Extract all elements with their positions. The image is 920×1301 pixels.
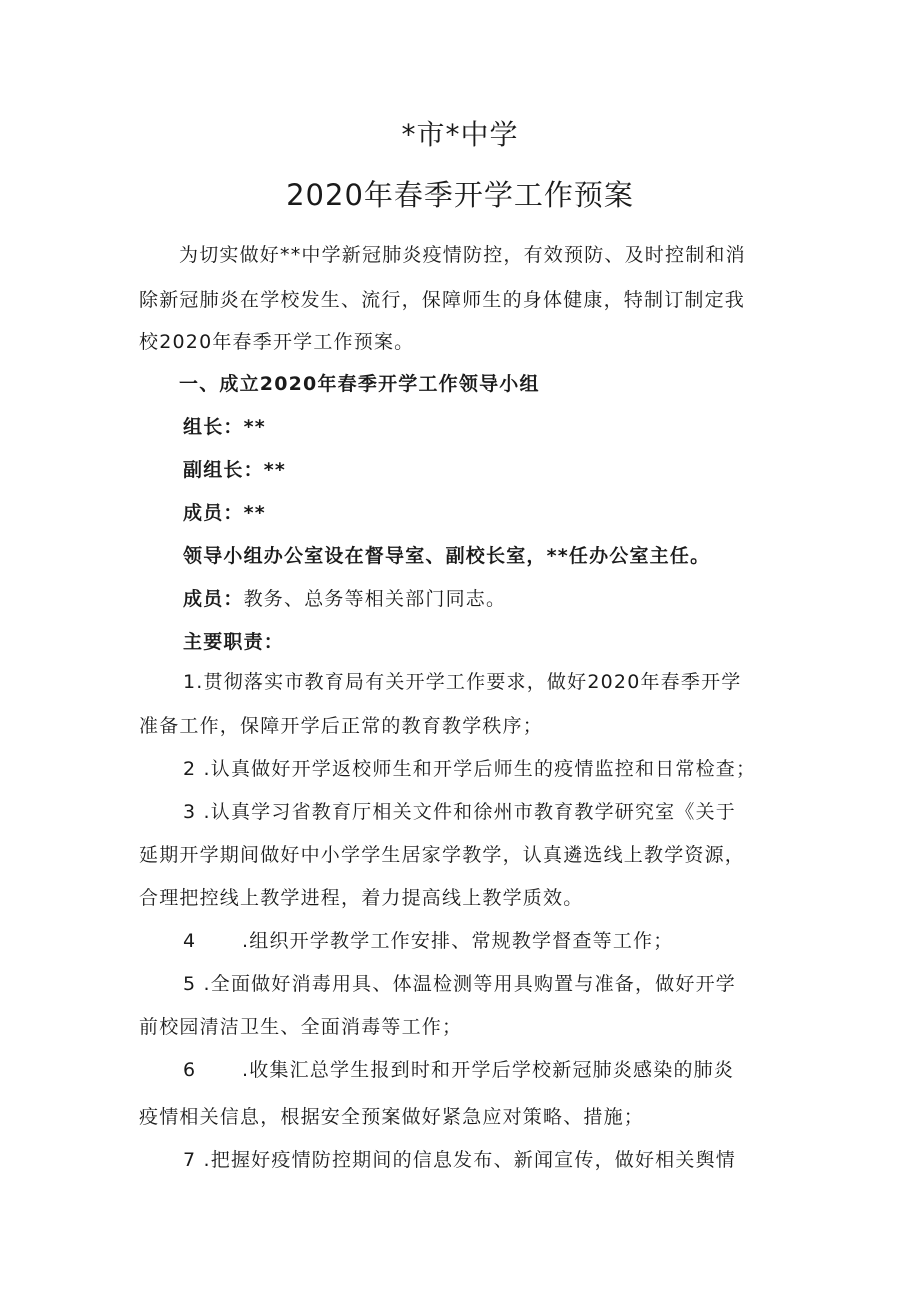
deputy-leader-line: 副组长：** <box>183 459 287 481</box>
section-heading: 一、成立2020年春季开学工作领导小组 <box>179 373 540 395</box>
members-label: 成员： <box>183 588 244 610</box>
duty-4-text: .组织开学教学工作安排、常规教学督查等工作； <box>242 930 674 952</box>
duty-6-number: 6 <box>183 1059 197 1081</box>
duty-1-line-1: 1.贯彻落实市教育局有关开学工作要求，做好2020年春季开学 <box>183 671 742 693</box>
intro-line-1: 为切实做好**中学新冠肺炎疫情防控，有效预防、及时控制和消 <box>179 244 746 266</box>
members-line: 成员：** <box>183 502 266 524</box>
members-departments-text: 教务、总务等相关部门同志。 <box>243 588 507 610</box>
duties-heading: 主要职责： <box>183 631 285 653</box>
duty-6-line-2: 疫情相关信息，根据安全预案做好紧急应对策略、措施； <box>139 1106 645 1128</box>
duty-2: 2 .认真做好开学返校师生和开学后师生的疫情监控和日常检查； <box>183 758 757 780</box>
duty-3-line-3: 合理把控线上教学进程，着力提高线上教学质效。 <box>139 887 584 909</box>
plan-title: 2020年春季开学工作预案 <box>286 178 634 212</box>
intro-line-3: 校2020年春季开学工作预案。 <box>139 331 415 353</box>
duty-6 <box>183 1055 734 1082</box>
intro-line-2: 除新冠肺炎在学校发生、流行，保障师生的身体健康，特制订制定我 <box>139 289 746 311</box>
duty-4 <box>183 926 673 953</box>
duty-4-number: 4 <box>183 930 197 952</box>
duty-7-line-1: 7 .把握好疫情防控期间的信息发布、新闻宣传，做好相关舆情 <box>183 1149 736 1171</box>
duty-5-line-2: 前校园清洁卫生、全面消毒等工作； <box>139 1016 463 1038</box>
duty-5-line-1: 5 .全面做好消毒用具、体温检测等用具购置与准备，做好开学 <box>183 973 736 995</box>
duty-3-line-1: 3 .认真学习省教育厅相关文件和徐州市教育教学研究室《关于 <box>183 801 736 823</box>
school-title: *市*中学 <box>401 118 519 151</box>
members-departments-line <box>183 584 506 611</box>
duty-1-line-2: 准备工作，保障开学后正常的教育教学秩序； <box>139 715 544 737</box>
office-note: 领导小组办公室设在督导室、副校长室，**任办公室主任。 <box>183 545 711 567</box>
duty-6-text: .收集汇总学生报到时和开学后学校新冠肺炎感染的肺炎 <box>242 1059 735 1081</box>
leader-line: 组长：** <box>183 416 266 438</box>
duty-3-line-2: 延期开学期间做好中小学学生居家学教学，认真遴选线上教学资源， <box>139 844 746 866</box>
